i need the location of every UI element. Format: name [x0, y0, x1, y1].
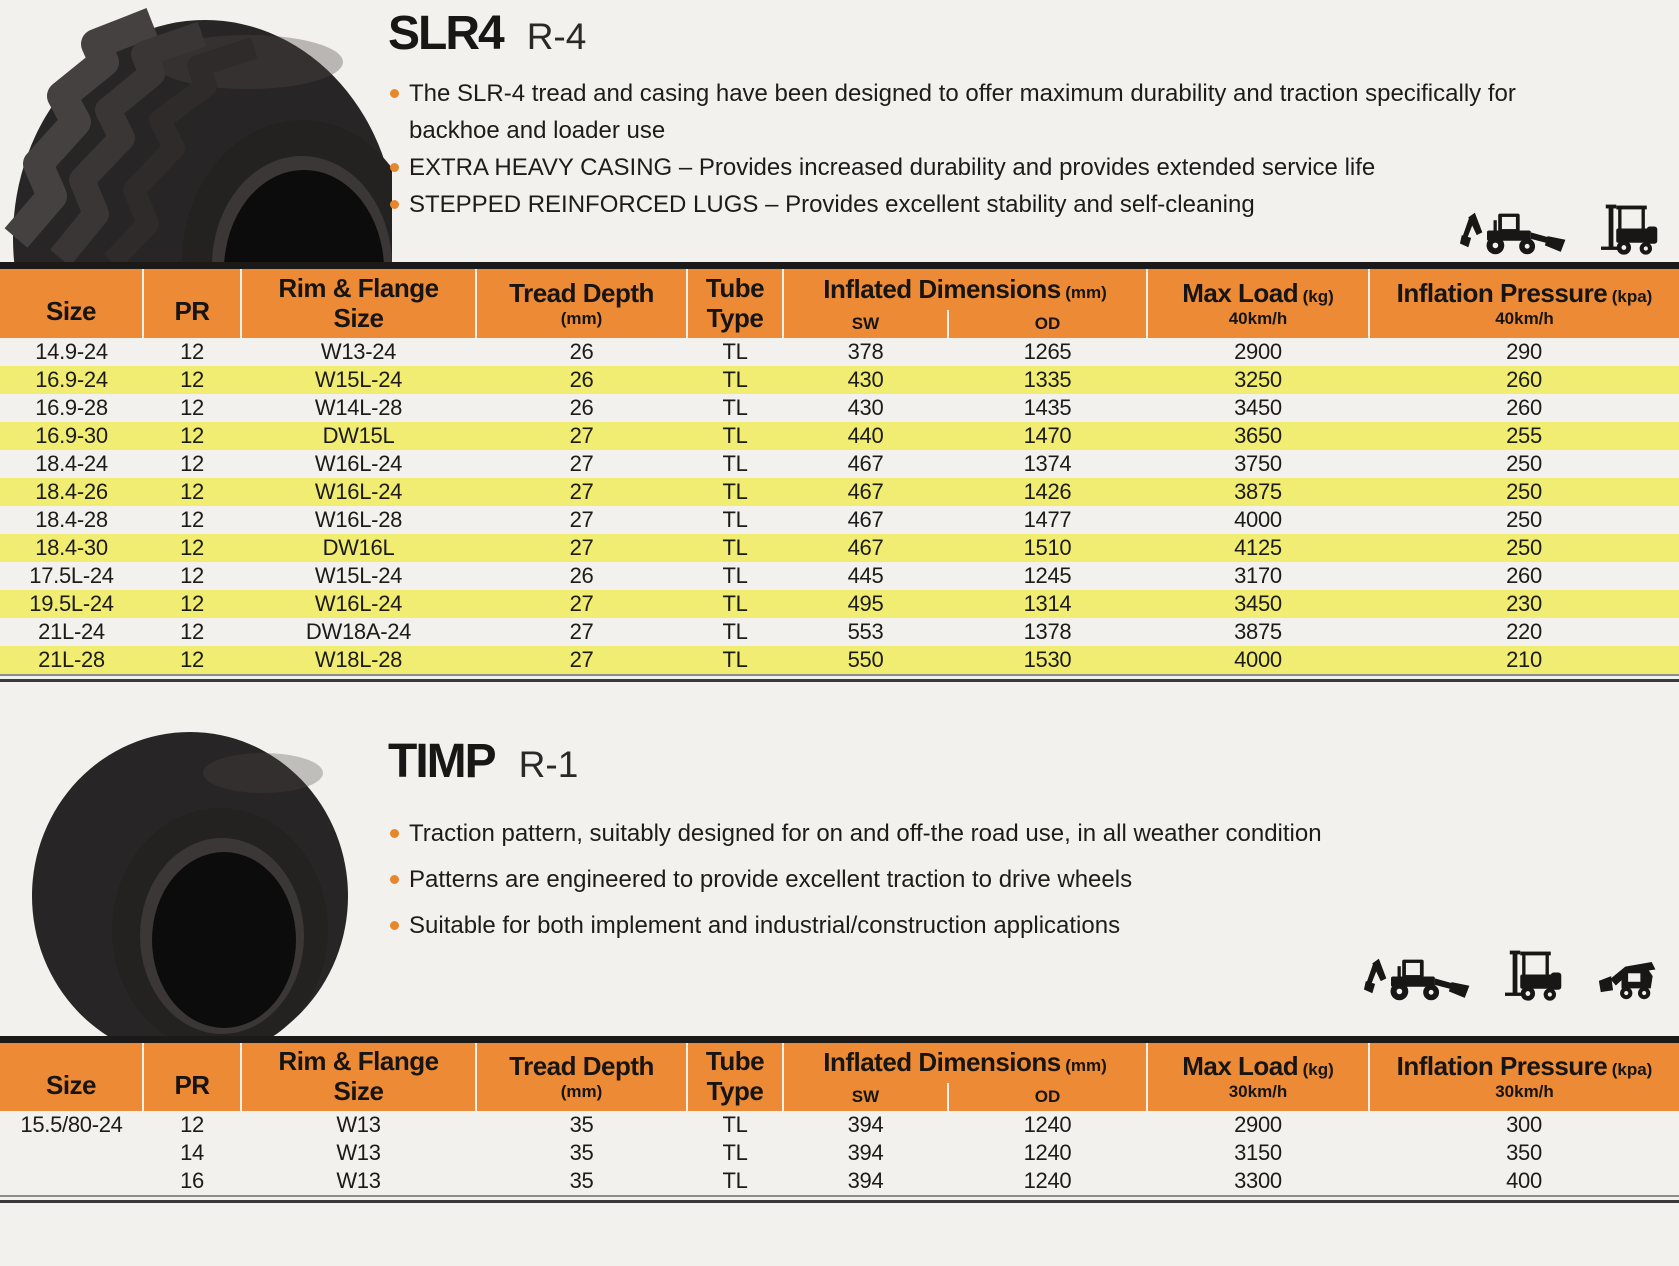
table-cell: 12 [180, 338, 204, 364]
table-cell: W15L-24 [314, 366, 403, 392]
table-cell: 12 [180, 450, 204, 476]
col-od: OD [948, 310, 1147, 338]
table-cell: 27 [569, 534, 594, 560]
table-cell: 3300 [1234, 1168, 1282, 1193]
table-cell: W15L-24 [314, 562, 403, 588]
table-cell: 250 [1506, 506, 1542, 532]
table-bottom-rule [0, 1195, 1679, 1203]
backhoe-loader-icon [1363, 950, 1475, 1002]
table-cell: DW15L [322, 422, 395, 448]
col-inflated-dimensions: Inflated Dimensions (mm) [783, 1039, 1147, 1083]
feature-item [388, 186, 1538, 223]
table-cell: 12 [180, 366, 204, 392]
table-row [0, 646, 1679, 674]
product-type-code: R-1 [518, 743, 579, 785]
slr4-tire-photo [0, 0, 392, 262]
table-cell: 27 [569, 618, 594, 644]
feature-text: The SLR-4 tread and casing have been designed to offer maximum durability and traction specifically for backhoe and loader use [409, 80, 1516, 144]
table-row [0, 394, 1679, 422]
feature-item [388, 815, 1538, 852]
timp-title-row [388, 734, 1538, 789]
feature-item [388, 861, 1538, 898]
col-rim-flange-size: Rim & Flange Size [241, 1039, 476, 1111]
table-cell: 12 [180, 506, 204, 532]
table-row [0, 338, 1679, 366]
table-row [0, 450, 1679, 478]
table-cell: 1470 [1023, 422, 1072, 448]
table-cell: W16L-24 [314, 478, 403, 504]
table-cell: 4000 [1234, 646, 1282, 672]
table-cell: 26 [569, 366, 594, 392]
timp-info [388, 734, 1538, 953]
table-cell: 1245 [1023, 562, 1072, 588]
table-cell: 26 [569, 394, 594, 420]
table-cell: 12 [180, 394, 204, 420]
table-cell: 1240 [1023, 1112, 1072, 1137]
table-cell: 3875 [1234, 618, 1282, 644]
table-cell: 1240 [1023, 1140, 1072, 1165]
table-cell: TL [722, 1168, 748, 1193]
table-row [0, 478, 1679, 506]
forklift-icon [1505, 945, 1567, 1002]
table-cell: 12 [180, 618, 204, 644]
feature-text: EXTRA HEAVY CASING – Provides increased durability and provides extended service life [409, 154, 1376, 181]
table-row [0, 1139, 1679, 1167]
col-inflated-dimensions: Inflated Dimensions (mm) [783, 266, 1147, 310]
table-cell: 3450 [1234, 394, 1282, 420]
table-cell: TL [722, 506, 748, 532]
product-title: SLR4 [388, 7, 503, 60]
table-cell: 467 [847, 450, 884, 476]
table-bottom-rule [0, 674, 1679, 682]
skid-steer-icon [1597, 954, 1663, 1002]
timp-feature-list [388, 815, 1538, 944]
table-cell: 210 [1506, 646, 1542, 672]
table-cell: TL [722, 590, 748, 616]
table-cell: 250 [1506, 534, 1542, 560]
col-inflation-pressure: Inflation Pressure (kpa) 40km/h [1369, 266, 1679, 338]
table-cell: 378 [847, 338, 884, 364]
table-cell: W13-24 [320, 338, 397, 364]
table-cell: 1510 [1023, 534, 1072, 560]
slr4-title-row [388, 6, 1538, 61]
col-max-load: Max Load (kg) 30km/h [1147, 1039, 1369, 1111]
table-cell: 4125 [1234, 534, 1282, 560]
table-row [0, 590, 1679, 618]
table-cell: W16L-28 [314, 506, 403, 532]
bullet-icon [390, 89, 399, 98]
table-cell: 1314 [1023, 590, 1072, 616]
table-cell: 18.4-28 [35, 506, 108, 532]
table-cell: 27 [569, 506, 594, 532]
feature-text: Patterns are engineered to provide excellent traction to drive wheels [409, 865, 1133, 893]
slr4-info [388, 6, 1538, 223]
col-tread-depth: Tread Depth (mm) [476, 1039, 687, 1111]
timp-table-body [0, 1111, 1679, 1195]
timp-application-icons [1363, 945, 1663, 1002]
table-cell [0, 1167, 143, 1195]
table-cell: W18L-28 [314, 646, 403, 672]
product-section-timp [0, 728, 1679, 1204]
table-cell: 27 [569, 590, 594, 616]
bullet-icon [390, 200, 399, 209]
table-cell: W13 [336, 1140, 381, 1165]
table-cell: W13 [336, 1168, 381, 1193]
slr4-hero [0, 0, 1679, 262]
table-row [0, 562, 1679, 590]
table-row [0, 534, 1679, 562]
forklift-icon [1601, 199, 1663, 256]
table-cell: 394 [847, 1168, 884, 1193]
col-sw: SW [783, 1083, 948, 1111]
table-cell: 440 [847, 422, 884, 448]
table-cell: 3650 [1234, 422, 1282, 448]
table-cell: 27 [569, 450, 594, 476]
table-cell: 12 [180, 646, 204, 672]
table-cell: 467 [847, 478, 884, 504]
table-cell: 290 [1506, 338, 1542, 364]
table-cell: 19.5L-24 [29, 590, 114, 616]
backhoe-loader-icon [1459, 204, 1571, 256]
table-cell: 12 [180, 422, 204, 448]
table-cell: 260 [1506, 394, 1542, 420]
table-cell: 16.9-30 [35, 422, 108, 448]
table-cell: 21L-24 [38, 618, 105, 644]
bullet-icon [390, 921, 399, 930]
table-cell: 16 [180, 1168, 204, 1193]
slr4-application-icons [1459, 199, 1663, 256]
table-cell: 12 [180, 590, 204, 616]
timp-spec-table [0, 1036, 1679, 1196]
table-cell: 400 [1506, 1168, 1542, 1193]
table-cell: 495 [847, 590, 884, 616]
table-cell: 3170 [1234, 562, 1282, 588]
table-cell: 26 [569, 562, 594, 588]
table-cell: 3450 [1234, 590, 1282, 616]
table-cell: 12 [180, 478, 204, 504]
table-cell: TL [722, 618, 748, 644]
feature-item [388, 907, 1538, 944]
table-cell: 16.9-24 [35, 366, 108, 392]
product-title: TIMP [388, 734, 495, 788]
table-cell: 445 [847, 562, 884, 588]
table-cell: 14.9-24 [35, 338, 108, 364]
r1-tire-illustration [18, 728, 370, 1036]
table-cell: 430 [847, 394, 884, 420]
r4-tire-illustration [0, 0, 392, 262]
table-cell: 12 [180, 534, 204, 560]
bullet-icon [390, 163, 399, 172]
feature-item [388, 75, 1538, 149]
table-cell: 2900 [1234, 338, 1282, 364]
table-cell: 230 [1506, 590, 1542, 616]
col-sw: SW [783, 310, 948, 338]
col-size: Size [0, 1039, 143, 1111]
product-type-code: R-4 [526, 16, 587, 57]
table-cell: 35 [569, 1112, 594, 1137]
col-max-load: Max Load (kg) 40km/h [1147, 266, 1369, 338]
feature-item [388, 149, 1538, 186]
table-cell: 553 [847, 618, 884, 644]
timp-table-header [0, 1039, 1679, 1111]
table-cell: 394 [847, 1140, 884, 1165]
table-cell: TL [722, 1140, 748, 1165]
table-row [0, 1111, 1679, 1139]
table-cell: 14 [180, 1140, 204, 1165]
col-rim-flange-size: Rim & Flange Size [241, 266, 476, 338]
table-cell: 220 [1506, 618, 1542, 644]
table-cell: TL [722, 562, 748, 588]
table-cell: 35 [569, 1168, 594, 1193]
table-cell: 18.4-30 [35, 534, 108, 560]
table-cell: 467 [847, 506, 884, 532]
table-row [0, 618, 1679, 646]
col-od: OD [948, 1083, 1147, 1111]
table-cell: TL [722, 478, 748, 504]
table-cell: 430 [847, 366, 884, 392]
table-cell: 1374 [1023, 450, 1072, 476]
table-cell: 1265 [1023, 338, 1072, 364]
table-cell: 26 [569, 338, 594, 364]
table-cell: TL [722, 646, 748, 672]
table-cell: 27 [569, 422, 594, 448]
col-tube-type: Tube Type [687, 266, 783, 338]
table-cell: TL [722, 366, 748, 392]
slr4-spec-table [0, 262, 1679, 674]
table-cell: 3150 [1234, 1140, 1282, 1165]
feature-text: Traction pattern, suitably designed for on and off-the road use, in all weather condition [409, 819, 1322, 847]
table-cell: 4000 [1234, 506, 1282, 532]
timp-hero [0, 728, 1679, 1036]
slr4-table-header [0, 266, 1679, 338]
bullet-icon [390, 829, 399, 838]
slr4-feature-list [388, 75, 1538, 223]
table-cell: 1426 [1023, 478, 1072, 504]
col-tread-depth: Tread Depth (mm) [476, 266, 687, 338]
col-inflation-pressure: Inflation Pressure (kpa) 30km/h [1369, 1039, 1679, 1111]
table-cell: 12 [180, 562, 204, 588]
table-cell: 15.5/80-24 [20, 1112, 123, 1137]
table-cell: W13 [336, 1112, 381, 1137]
table-cell: 550 [847, 646, 884, 672]
col-pr: PR [143, 1039, 241, 1111]
slr4-table-body [0, 338, 1679, 674]
bullet-icon [390, 875, 399, 884]
table-cell: 260 [1506, 562, 1542, 588]
table-cell: 1435 [1023, 394, 1072, 420]
timp-tire-photo [18, 728, 370, 1036]
table-row [0, 506, 1679, 534]
table-cell: TL [722, 422, 748, 448]
table-cell: 3250 [1234, 366, 1282, 392]
table-cell: 18.4-24 [35, 450, 108, 476]
table-cell: W16L-24 [314, 450, 403, 476]
table-cell: 27 [569, 646, 594, 672]
table-cell: 16.9-28 [35, 394, 108, 420]
table-cell: 12 [180, 1112, 204, 1137]
table-cell: 35 [569, 1140, 594, 1165]
col-pr: PR [143, 266, 241, 338]
table-cell: 467 [847, 534, 884, 560]
table-cell: 3875 [1234, 478, 1282, 504]
table-cell: W14L-28 [314, 394, 403, 420]
col-size: Size [0, 266, 143, 338]
table-cell: 255 [1506, 422, 1542, 448]
table-cell: TL [722, 338, 748, 364]
table-cell: TL [722, 394, 748, 420]
table-cell: 1378 [1023, 618, 1072, 644]
table-cell: 18.4-26 [35, 478, 108, 504]
feature-text: STEPPED REINFORCED LUGS – Provides excellent stability and self-cleaning [409, 191, 1255, 218]
table-cell: W16L-24 [314, 590, 403, 616]
table-cell: TL [722, 1112, 748, 1137]
table-row [0, 422, 1679, 450]
table-row [0, 1167, 1679, 1195]
table-cell: 1335 [1023, 366, 1072, 392]
table-cell: 394 [847, 1112, 884, 1137]
table-cell: 17.5L-24 [29, 562, 114, 588]
table-row [0, 366, 1679, 394]
table-cell: TL [722, 534, 748, 560]
table-cell: 260 [1506, 366, 1542, 392]
table-cell: 21L-28 [38, 646, 105, 672]
table-cell: DW18A-24 [305, 618, 412, 644]
table-cell: 27 [569, 478, 594, 504]
feature-text: Suitable for both implement and industrial/construction applications [409, 911, 1121, 939]
table-cell: DW16L [322, 534, 395, 560]
table-cell: TL [722, 450, 748, 476]
col-tube-type: Tube Type [687, 1039, 783, 1111]
table-cell: 350 [1506, 1140, 1542, 1165]
table-cell [0, 1139, 143, 1167]
table-cell: 3750 [1234, 450, 1282, 476]
table-cell: 1530 [1023, 646, 1072, 672]
table-cell: 250 [1506, 450, 1542, 476]
table-cell: 250 [1506, 478, 1542, 504]
table-cell: 300 [1506, 1112, 1542, 1137]
table-cell: 1477 [1023, 506, 1072, 532]
table-cell: 2900 [1234, 1112, 1282, 1137]
table-cell: 1240 [1023, 1168, 1072, 1193]
